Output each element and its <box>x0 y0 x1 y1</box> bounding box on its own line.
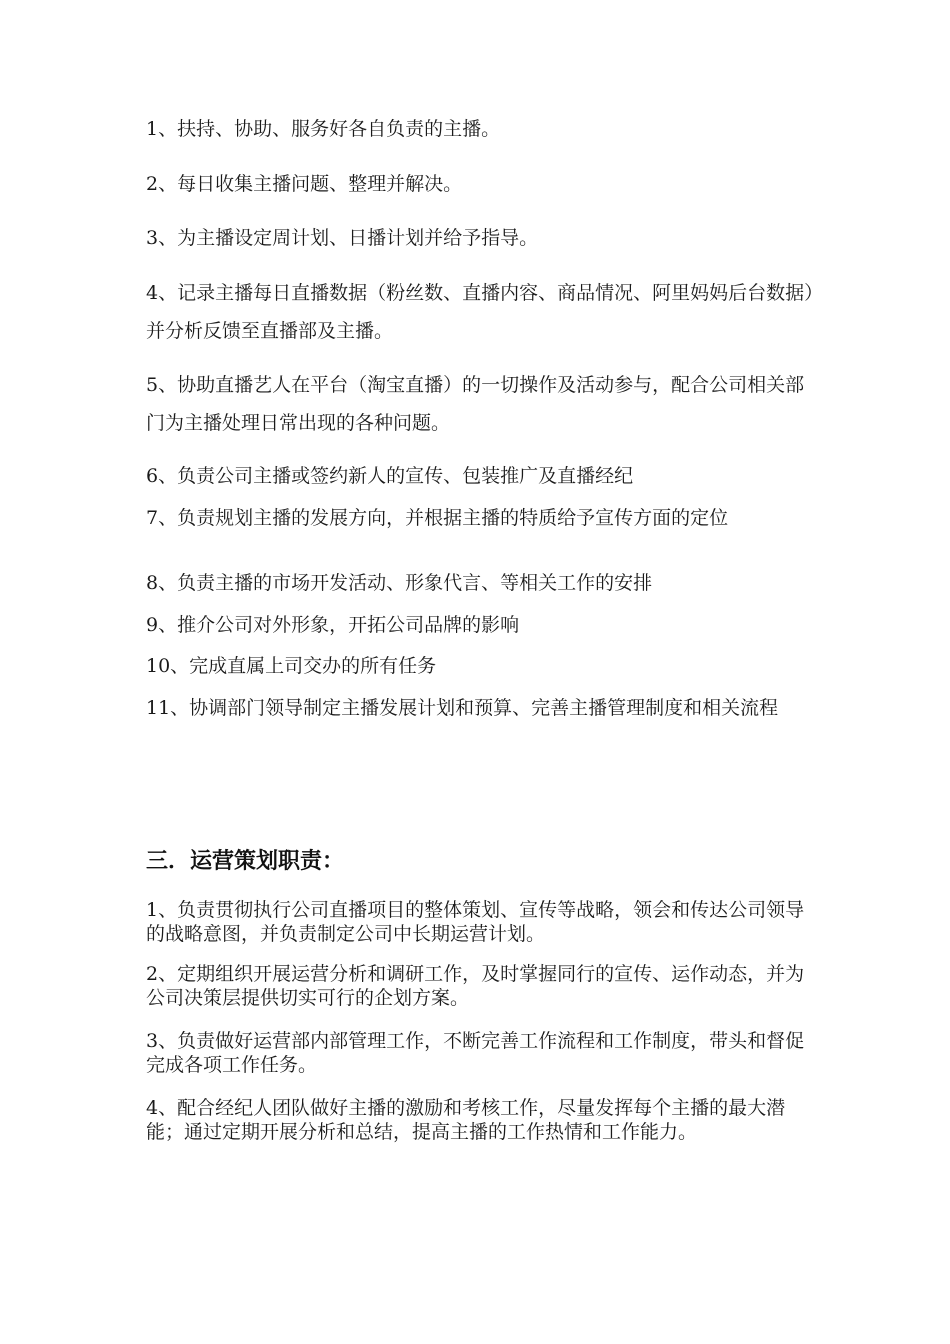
list-item: 8、负责主播的市场开发活动、形象代言、等相关工作的安排 <box>146 572 653 594</box>
list-item: 4、配合经纪人团队做好主播的激励和考核工作，尽量发挥每个主播的最大潜能；通过定期开展分析和总结，提高主播的工作热情和工作能力。 <box>146 1097 786 1143</box>
list-item: 1、负责贯彻执行公司直播项目的整体策划、宣传等战略，领会和传达公司领导的战略意图，并负责制定公司中长期运营计划。 <box>146 899 805 945</box>
list-item: 4、记录主播每日直播数据（粉丝数、直播内容、商品情况、阿里妈妈后台数据）并分析反馈至直播部及主播。 <box>146 282 814 342</box>
list-item: 3、为主播设定周计划、日播计划并给予指导。 <box>146 227 539 249</box>
list-item: 10、完成直属上司交办的所有任务 <box>146 655 437 677</box>
list-item: 11、协调部门领导制定主播发展计划和预算、完善主播管理制度和相关流程 <box>146 697 779 719</box>
list-item: 2、每日收集主播问题、整理并解决。 <box>146 173 463 195</box>
list-item: 3、负责做好运营部内部管理工作，不断完善工作流程和工作制度，带头和督促完成各项工作任务。 <box>146 1030 805 1076</box>
list-item: 1、扶持、协助、服务好各自负责的主播。 <box>146 118 501 140</box>
list-item: 9、推介公司对外形象，开拓公司品牌的影响 <box>146 614 520 636</box>
list-item: 2、定期组织开展运营分析和调研工作，及时掌握同行的宣传、运作动态，并为公司决策层提供切实可行的企划方案。 <box>146 963 805 1009</box>
list-item: 6、负责公司主播或签约新人的宣传、包装推广及直播经纪 <box>146 465 634 487</box>
section-heading: 三．运营策划职责： <box>146 849 345 874</box>
list-item: 7、负责规划主播的发展方向，并根据主播的特质给予宣传方面的定位 <box>146 507 729 529</box>
list-item: 5、协助直播艺人在平台（淘宝直播）的一切操作及活动参与，配合公司相关部门为主播处理日常出现的各种问题。 <box>146 374 805 434</box>
